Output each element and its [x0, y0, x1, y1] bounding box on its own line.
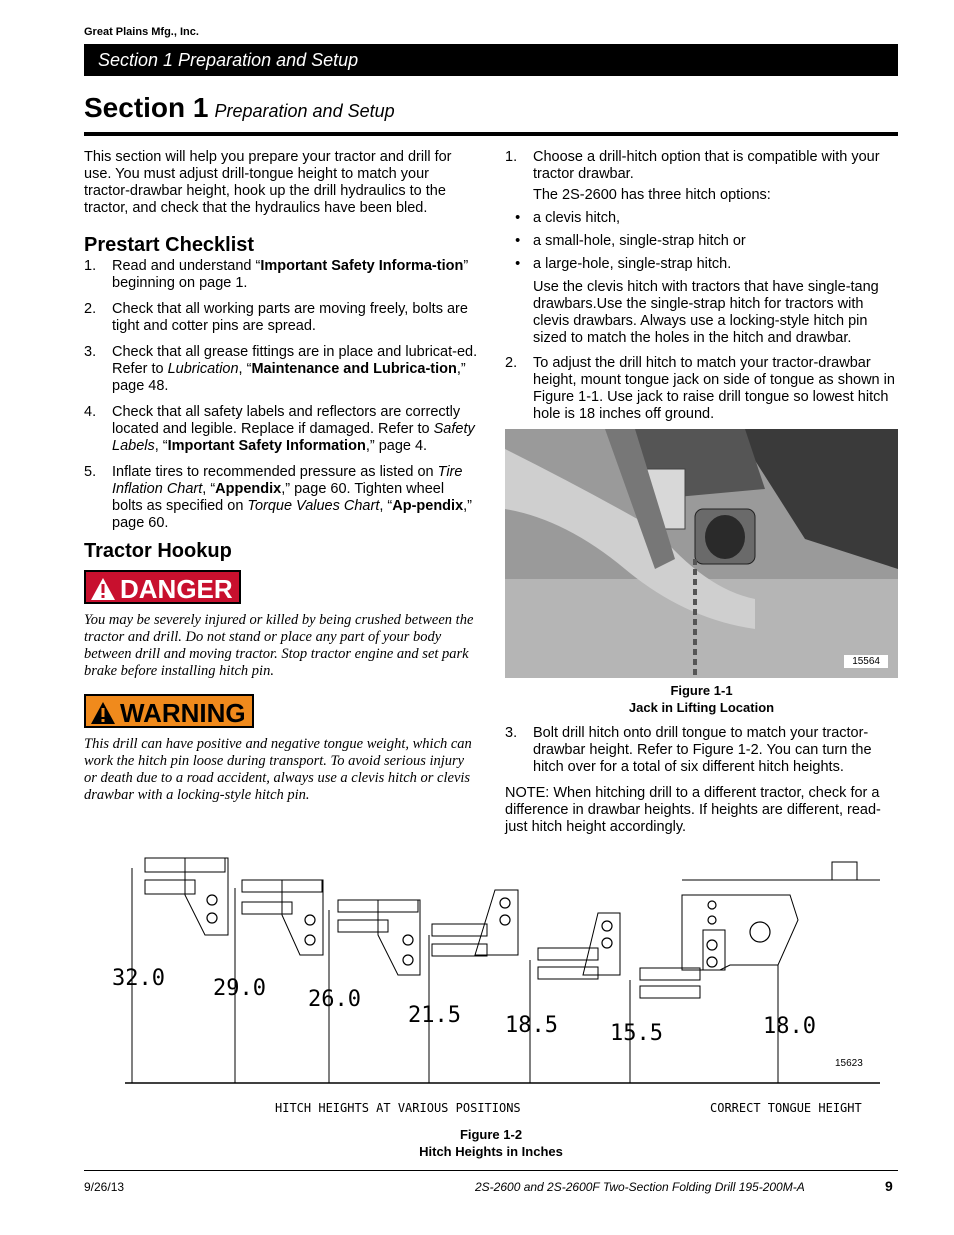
photo-id: 15564 — [844, 655, 888, 668]
company-name: Great Plains Mfg., Inc. — [84, 26, 199, 38]
page-number: 9 — [885, 1178, 893, 1194]
list-item: 3. Check that all grease fittings are in place and lubricat-ed. Refer to Lubrication, “Maintenance and Lubrica-tion,” page 48. — [84, 344, 478, 394]
hitch-heights-diagram — [0, 840, 954, 1120]
list-item: 5. Inflate tires to recommended pressure as listed on Tire Inflation Chart, “Appendix,” page 60. Tighten wheel bolts as specified on Torque Values Chart, “Ap-pendix,” page 60. — [84, 464, 472, 531]
right-column — [505, 149, 898, 836]
title-sub: Preparation and Setup — [214, 101, 395, 121]
left-column — [84, 149, 478, 804]
list-item: • a large-hole, single-strap hitch. — [515, 256, 732, 272]
list-item: 1. Choose a drill-hitch option that is compatible with your tractor drawbar. — [505, 149, 880, 182]
danger-label: DANGER — [120, 574, 233, 604]
clevis-note: Use the clevis hitch with tractors that have single-tang drawbars.Use the single-strap hitch for tractors with clevis drawbars. Always use a locking-style hitch pin sized to match the holes in the hitch and drawbar. — [533, 279, 879, 346]
list-item: 1. Read and understand “Important Safety Informa-tion” beginning on page 1. — [84, 258, 469, 291]
list-item: • a small-hole, single-strap hitch or — [515, 233, 746, 249]
intro-paragraph: This section will help you prepare your tractor and drill for use. You must adjust drill-tongue height to match your tractor-drawbar height, hook up the drill hydraulics to the tractor, and check that the hydraulics have been bled. — [84, 149, 452, 216]
warning-label: WARNING — [120, 698, 246, 728]
alert-triangle-icon — [90, 577, 116, 601]
figure1-caption: Jack in Lifting Location — [628, 700, 775, 715]
list-item: 2. Check that all working parts are moving freely, bolts are tight and cotter pins are spread. — [84, 301, 468, 334]
footer-date: 9/26/13 — [84, 1180, 125, 1194]
photo-illustration — [505, 429, 898, 678]
height-label: 18.5 — [505, 1013, 558, 1038]
height-label: 32.0 — [112, 966, 165, 991]
list-item: 2. To adjust the drill hitch to match your tractor-drawbar height, mount tongue jack on side of tongue as shown in Figure 1-1. Use jack to raise drill tongue so lowest hitch hole is 18 inches off ground. — [505, 355, 895, 422]
label-correct-tongue: CORRECT TONGUE HEIGHT — [710, 1101, 862, 1115]
page-title — [84, 92, 395, 124]
list-item: 4. Check that all safety labels and reflectors are correctly located and legible. Replace if damaged. Refer to Safety Labels, “Important Safety Information,” page 4. — [84, 404, 475, 454]
options-intro: The 2S-2600 has three hitch options: — [533, 187, 771, 203]
footer-title: 2S-2600 and 2S-2600F Two-Section Folding Drill 195-200M-A — [475, 1180, 805, 1194]
list-item: • a clevis hitch, — [515, 210, 621, 226]
figure2-number: Figure 1-2 — [459, 1127, 523, 1142]
warning-text: This drill can have positive and negative tongue weight, which can work the hitch pin loose during transport. To avoid serious injury or death due to a road accident, always use a clevis hitch or clevis drawbar with a locking-style hitch pin. — [84, 736, 472, 803]
jack-photo — [505, 429, 898, 678]
footer-rule — [84, 1170, 898, 1171]
drawing-id: 15623 — [835, 1058, 863, 1069]
height-label: 15.5 — [610, 1021, 663, 1046]
warning-sign — [84, 694, 254, 728]
title-rule — [84, 132, 898, 136]
list-item: 3. Bolt drill hitch onto drill tongue to match your tractor-drawbar height. Refer to Figure 1-2. You can turn the hitch over for a total of six different hitch heights. — [505, 725, 872, 775]
alert-triangle-icon — [90, 701, 116, 725]
prestart-heading: Prestart Checklist — [84, 234, 255, 256]
height-label: 29.0 — [213, 976, 266, 1001]
danger-sign — [84, 570, 241, 604]
height-label: 26.0 — [308, 987, 361, 1012]
figure1-number: Figure 1-1 — [670, 683, 733, 698]
prestart-list — [84, 258, 478, 532]
height-label: 18.0 — [763, 1014, 816, 1039]
figure2-caption: Hitch Heights in Inches — [419, 1144, 563, 1159]
title-main: Section 1 — [84, 92, 209, 123]
note-paragraph: NOTE: When hitching drill to a different tractor, check for a difference in drawbar heights. If heights are different, read-just hitch height accordingly. — [505, 785, 881, 835]
danger-text: You may be severely injured or killed by being crushed between the tractor and drill. Do not stand or place any part of your body between drill and moving tractor. Stop tractor engine and set park brake before installing hitch pin. — [84, 612, 474, 679]
section-header-bar: Section 1 Preparation and Setup — [84, 44, 898, 76]
label-hitch-heights: HITCH HEIGHTS AT VARIOUS POSITIONS — [275, 1101, 521, 1115]
height-label: 21.5 — [408, 1003, 461, 1028]
tractor-hookup-heading: Tractor Hookup — [84, 540, 232, 562]
steps-list — [505, 149, 898, 183]
